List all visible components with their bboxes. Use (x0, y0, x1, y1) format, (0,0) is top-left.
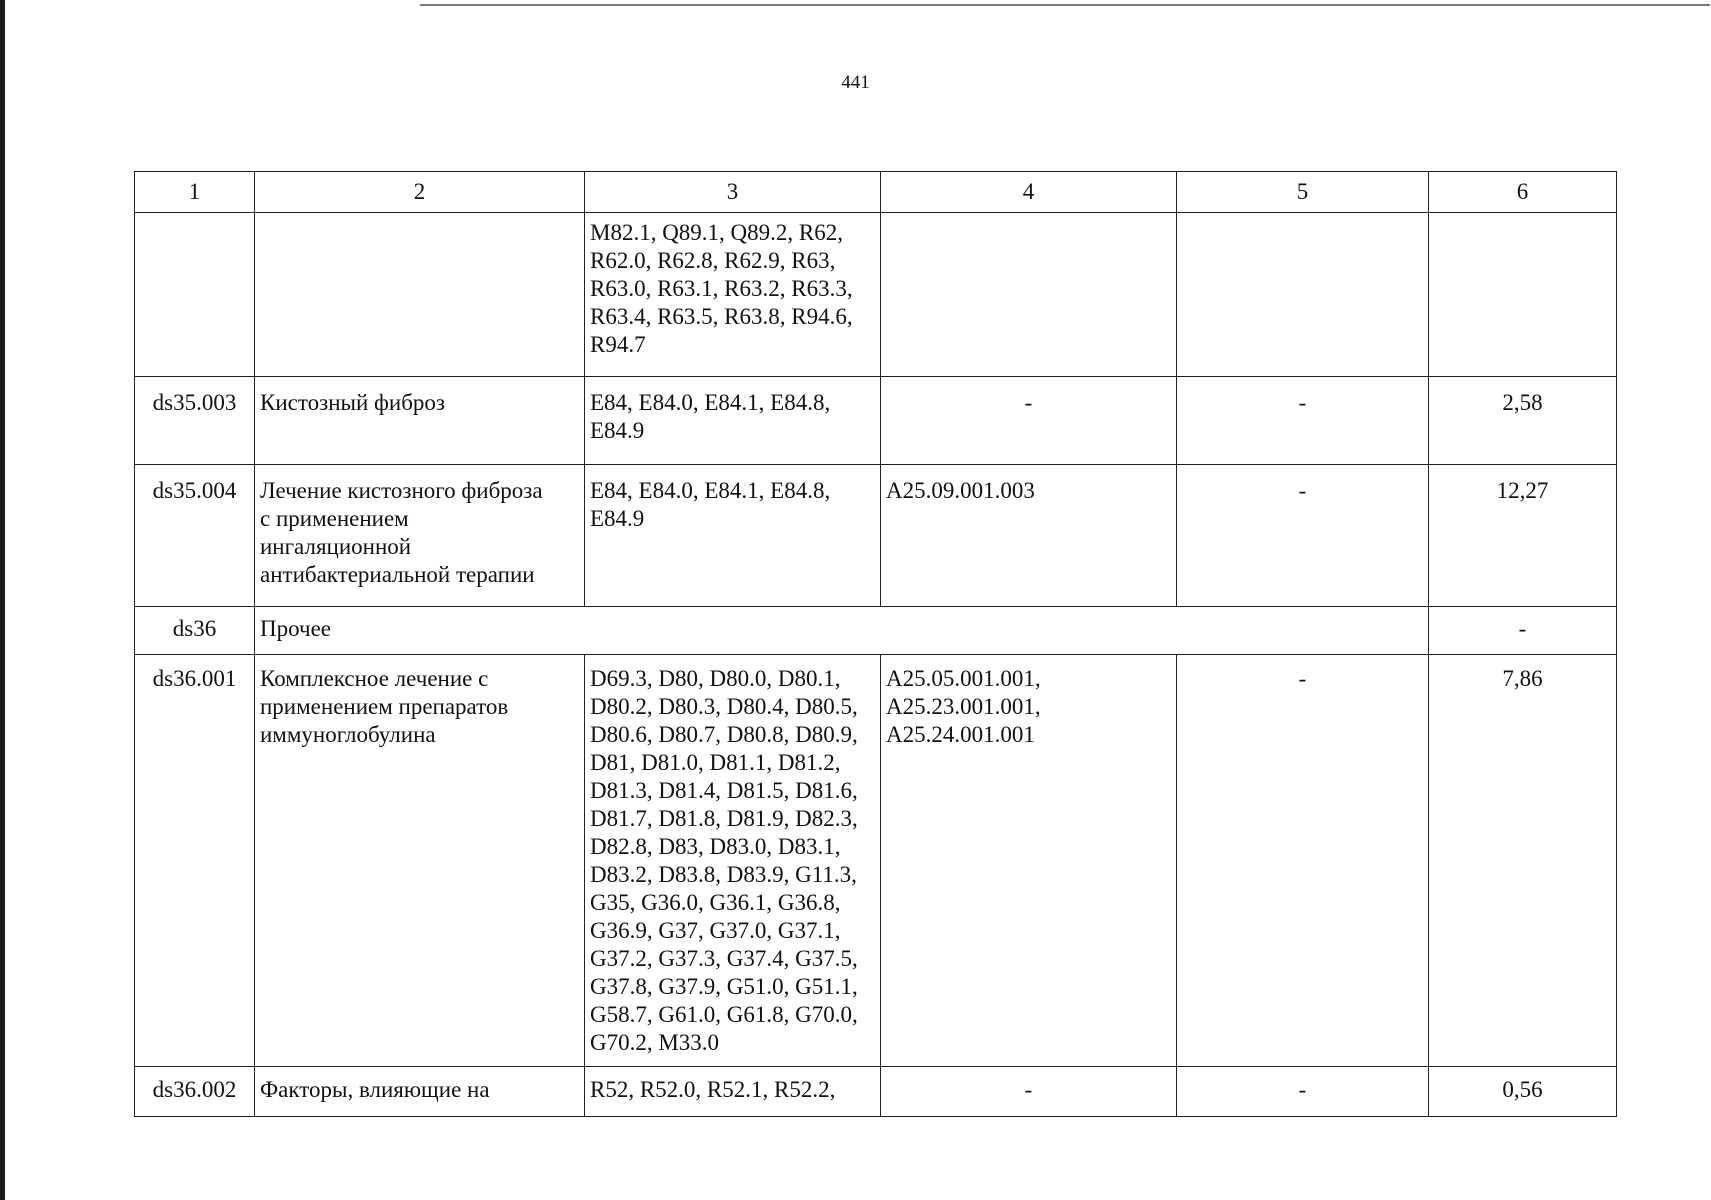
row-diagnosis-codes: E84, E84.0, E84.1, E84.8, E84.9 (585, 465, 881, 607)
section-code: ds36 (135, 607, 255, 655)
section-coefficient: - (1429, 607, 1617, 655)
row-other-criteria: - (1177, 655, 1429, 1067)
scan-edge-left (0, 0, 5, 1200)
page-number: 441 (841, 72, 870, 93)
row-name: Лечение кистозного фиброза с применением ингаляционной антибактериальной терапии (255, 465, 585, 607)
row-code: ds35.004 (135, 465, 255, 607)
row-service-codes (881, 213, 1177, 377)
row-coefficient: 12,27 (1429, 465, 1617, 607)
row-coefficient: 0,56 (1429, 1067, 1617, 1117)
row-name: Факторы, влияющие на (255, 1067, 585, 1117)
row-service-codes: - (881, 377, 1177, 465)
table-row (135, 213, 1617, 377)
row-diagnosis-codes: R52, R52.0, R52.1, R52.2, (585, 1067, 881, 1117)
column-header: 5 (1177, 172, 1429, 213)
row-diagnosis-codes: D69.3, D80, D80.0, D80.1, D80.2, D80.3, D80.4, D80.5, D80.6, D80.7, D80.8, D80.9, D81, D81.0, D81.1, D81.2, D81.3, D81.4, D81.5, D81.6, D81.7, D81.8, D81.9, D82.3, D82.8, D83, D83.0, D83.1, D83.2, D83.8, D83.9, G11.3, G35, G36.0, G36.1, G36.8, G36.9, G37, G37.0, G37.1, G37.2, G37.3, G37.4, G37.5, G37.8, G37.9, G51.0, G51.1, G58.7, G61.0, G61.8, G70.0, G70.2, M33.0 (585, 655, 881, 1067)
row-service-codes: - (881, 1067, 1177, 1117)
row-coefficient (1429, 213, 1617, 377)
row-code: ds35.003 (135, 377, 255, 465)
row-other-criteria (1177, 213, 1429, 377)
row-other-criteria: - (1177, 1067, 1429, 1117)
column-header: 1 (135, 172, 255, 213)
column-header: 3 (585, 172, 881, 213)
row-code: ds36.002 (135, 1067, 255, 1117)
row-other-criteria: - (1177, 377, 1429, 465)
row-name (255, 213, 585, 377)
table-row (135, 465, 1617, 607)
column-header: 2 (255, 172, 585, 213)
row-name: Кистозный фиброз (255, 377, 585, 465)
section-row (135, 607, 1617, 655)
row-code (135, 213, 255, 377)
column-header: 6 (1429, 172, 1617, 213)
row-diagnosis-codes: M82.1, Q89.1, Q89.2, R62, R62.0, R62.8, R62.9, R63, R63.0, R63.1, R63.2, R63.3, R63.4, R63.5, R63.8, R94.6, R94.7 (585, 213, 881, 377)
row-code: ds36.001 (135, 655, 255, 1067)
tariff-table (134, 171, 1617, 1117)
row-service-codes: A25.05.001.001, A25.23.001.001, A25.24.001.001 (881, 655, 1177, 1067)
table-row (135, 655, 1617, 1067)
row-diagnosis-codes: E84, E84.0, E84.1, E84.8, E84.9 (585, 377, 881, 465)
row-other-criteria: - (1177, 465, 1429, 607)
section-title: Прочее (255, 607, 1429, 655)
row-coefficient: 7,86 (1429, 655, 1617, 1067)
row-coefficient: 2,58 (1429, 377, 1617, 465)
row-service-codes: A25.09.001.003 (881, 465, 1177, 607)
column-header: 4 (881, 172, 1177, 213)
table-row (135, 377, 1617, 465)
table-row (135, 1067, 1617, 1117)
table-header-row (135, 172, 1617, 213)
scan-edge-top (420, 4, 1710, 6)
row-name: Комплексное лечение с применением препаратов иммуноглобулина (255, 655, 585, 1067)
